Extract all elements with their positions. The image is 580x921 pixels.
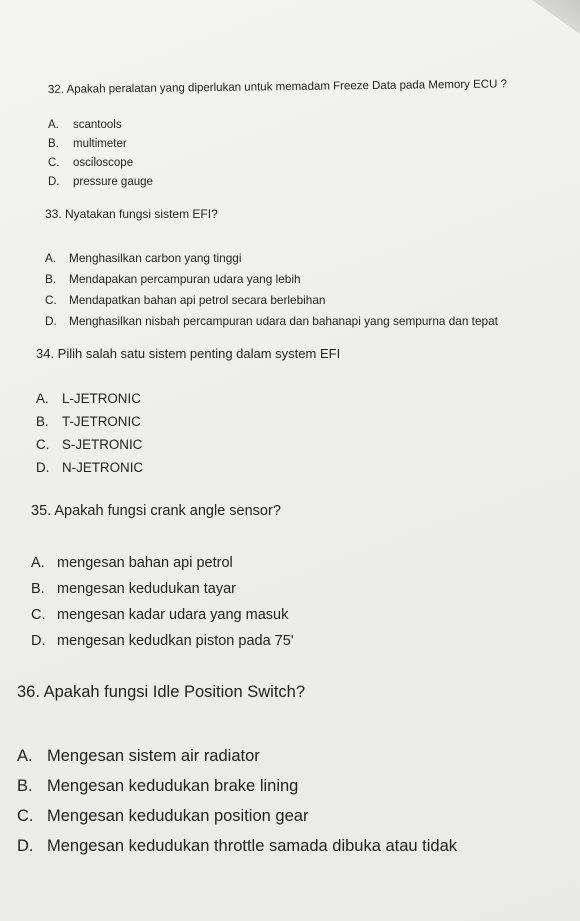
question-stem: 35. Apakah fungsi crank angle sensor? xyxy=(31,503,281,519)
option-list xyxy=(36,387,340,479)
option-d[interactable] xyxy=(45,311,498,332)
option-text: Mengesan sistem air radiator xyxy=(47,747,260,765)
question-34 xyxy=(36,346,340,479)
option-letter: A. xyxy=(17,747,33,765)
option-c[interactable] xyxy=(17,801,457,831)
option-a[interactable] xyxy=(36,387,340,410)
option-letter: A. xyxy=(48,119,59,131)
option-letter: C. xyxy=(36,437,50,452)
question-35 xyxy=(31,503,294,654)
option-d[interactable] xyxy=(17,831,457,861)
option-list xyxy=(17,741,457,861)
option-text: S-JETRONIC xyxy=(62,437,143,452)
option-text: Mendapatkan bahan api petrol secara berlebihan xyxy=(69,293,326,307)
option-text: osciloscope xyxy=(73,157,134,169)
option-b[interactable] xyxy=(17,771,457,801)
option-list xyxy=(48,116,507,192)
option-letter: C. xyxy=(45,293,57,307)
option-letter: A. xyxy=(36,391,49,406)
option-d[interactable] xyxy=(31,628,294,654)
option-text: Menghasilkan carbon yang tinggi xyxy=(69,251,242,265)
question-stem: 34. Pilih salah satu sistem penting dalam system EFI xyxy=(36,346,341,361)
option-letter: D. xyxy=(17,837,34,855)
question-stem: 36. Apakah fungsi Idle Position Switch? xyxy=(17,683,306,701)
option-letter: B. xyxy=(17,777,33,795)
option-b[interactable] xyxy=(48,135,507,154)
option-text: Mendapakan percampuran udara yang lebih xyxy=(69,272,301,286)
option-list xyxy=(31,550,294,654)
question-32 xyxy=(47,78,508,192)
option-text: Menghasilkan nisbah percampuran udara dan bahanapi yang sempurna dan tepat xyxy=(69,314,498,328)
option-text: multimeter xyxy=(73,138,127,150)
option-text: N-JETRONIC xyxy=(62,460,144,475)
option-text: scantools xyxy=(73,119,122,131)
option-text: mengesan kadar udara yang masuk xyxy=(57,607,289,623)
option-letter: C. xyxy=(17,807,34,825)
option-text: mengesan kedudukan tayar xyxy=(57,581,236,597)
option-a[interactable] xyxy=(17,741,457,771)
option-text: L-JETRONIC xyxy=(62,391,141,406)
question-stem: 32. Apakah peralatan yang diperlukan untuk memadam Freeze Data pada Memory ECU ? xyxy=(47,78,508,96)
option-text: mengesan bahan api petrol xyxy=(57,555,233,571)
option-text: T-JETRONIC xyxy=(62,414,141,429)
option-letter: B. xyxy=(31,581,45,597)
option-letter: C. xyxy=(48,157,60,169)
option-d[interactable] xyxy=(36,456,340,479)
option-b[interactable] xyxy=(45,269,498,290)
page-corner-fold xyxy=(532,0,580,34)
option-text: Mengesan kedudukan brake lining xyxy=(47,777,299,795)
option-text: mengesan kedudkan piston pada 75' xyxy=(57,633,294,649)
option-list xyxy=(45,248,498,332)
option-letter: C. xyxy=(31,607,46,623)
option-letter: B. xyxy=(48,138,59,150)
option-b[interactable] xyxy=(31,576,294,602)
option-letter: D. xyxy=(36,460,50,475)
option-c[interactable] xyxy=(48,154,507,173)
option-letter: D. xyxy=(45,314,57,328)
option-text: Mengesan kedudukan throttle samada dibuka atau tidak xyxy=(47,837,458,855)
option-letter: A. xyxy=(31,555,45,571)
option-letter: D. xyxy=(48,176,60,188)
question-36 xyxy=(17,683,457,861)
option-letter: D. xyxy=(31,633,46,649)
option-d[interactable] xyxy=(48,173,507,192)
option-text: pressure gauge xyxy=(73,176,153,188)
option-letter: A. xyxy=(45,251,57,265)
option-c[interactable] xyxy=(45,290,498,311)
option-c[interactable] xyxy=(36,433,340,456)
option-a[interactable] xyxy=(31,550,294,576)
option-a[interactable] xyxy=(48,116,507,135)
option-letter: B. xyxy=(36,414,49,429)
option-text: Mengesan kedudukan position gear xyxy=(47,807,309,825)
question-stem: 33. Nyatakan fungsi sistem EFI? xyxy=(45,207,218,221)
option-b[interactable] xyxy=(36,410,340,433)
question-33 xyxy=(45,207,498,332)
option-a[interactable] xyxy=(45,248,498,269)
option-letter: B. xyxy=(45,272,57,286)
option-c[interactable] xyxy=(31,602,294,628)
